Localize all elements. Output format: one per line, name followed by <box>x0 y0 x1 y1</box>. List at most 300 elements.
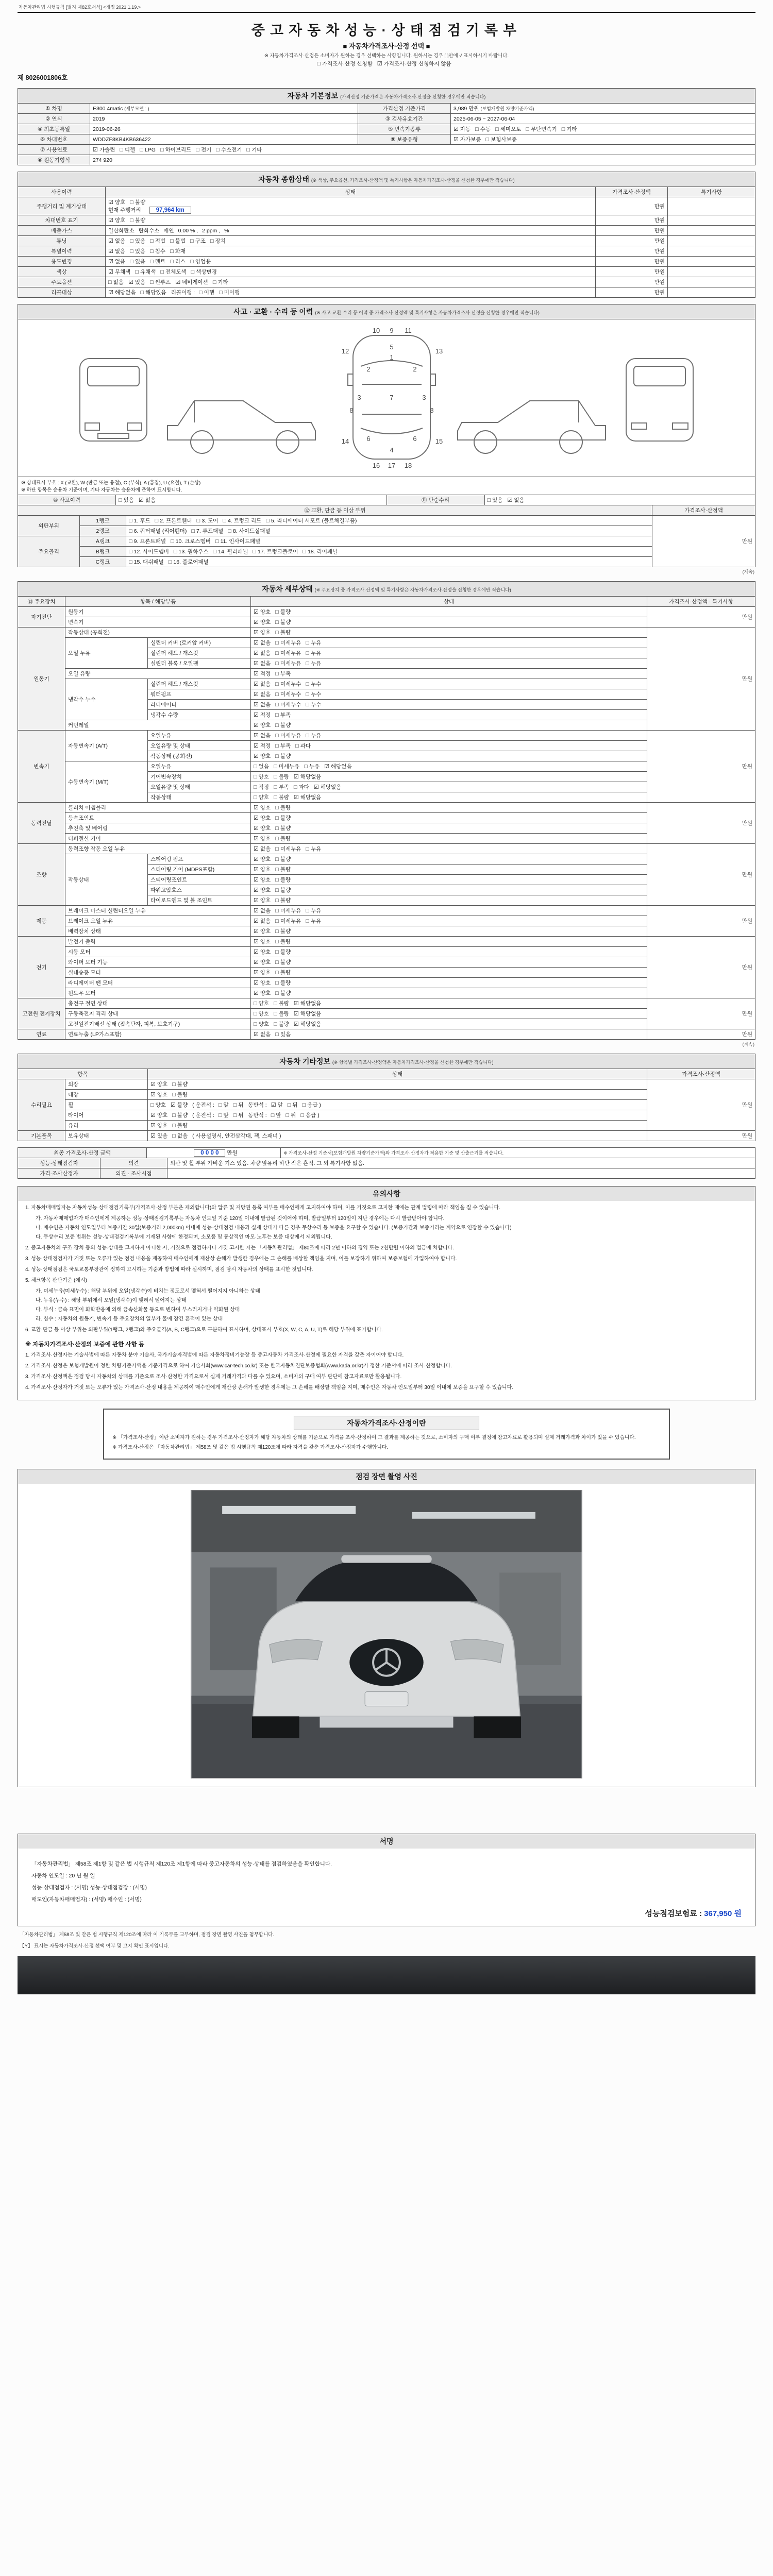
accident-history-options <box>116 495 387 505</box>
detail-title-text: 자동차 세부상태 <box>262 585 313 593</box>
checkbox-불량[interactable]: □ 불량 <box>275 990 291 996</box>
checkbox-앞[interactable]: □ 앞 <box>271 1112 281 1118</box>
checkbox-1. 후드[interactable]: □ 1. 후드 <box>129 518 150 524</box>
checkbox-양호[interactable]: ☑ 양호 <box>254 959 271 965</box>
overall-row <box>18 277 755 287</box>
checkbox-누유[interactable]: □ 누유 <box>306 733 322 739</box>
checkbox-없음[interactable]: ☑ 없음 <box>254 681 271 687</box>
detail-item-state <box>251 916 647 926</box>
checkbox-전체도색[interactable]: □ 전체도색 <box>160 269 187 275</box>
checkbox-불량[interactable]: □ 불량 <box>275 815 291 821</box>
checkbox-18. 리어패널[interactable]: □ 18. 리어패널 <box>303 549 338 555</box>
checkbox-glyph: ☑ <box>138 497 144 503</box>
detail-item-label: 윈도우 모터 <box>65 988 251 998</box>
checkbox-해당없음[interactable]: ☑ 해당없음 <box>293 1001 322 1007</box>
inspector-row-label: 의견 <box>100 1158 167 1168</box>
detail-subitem-label: 작동상태 <box>148 792 251 803</box>
checkbox-불량[interactable]: □ 불량 <box>275 949 291 955</box>
checkbox-적정[interactable]: ☑ 적정 <box>254 671 271 677</box>
detail-item-state <box>251 854 647 865</box>
checkbox-없음[interactable]: ☑ 없음 <box>254 702 271 708</box>
checkbox-없음[interactable]: ☑ 없음 <box>108 248 126 255</box>
checkbox-glyph: □ <box>273 764 277 770</box>
checkbox-glyph: ☑ <box>254 650 259 656</box>
checkbox-양호[interactable]: ☑ 양호 <box>254 825 271 832</box>
checkbox-glyph: □ <box>275 990 279 996</box>
checkbox-불량[interactable]: □ 불량 <box>273 1011 289 1017</box>
car-submodel-text: (세부모델 : ) <box>124 106 149 111</box>
signature-confirm-line: 「자동차관리법」 제58조 제1항 및 같은 법 시행규칙 제120조 제1항에 따라 중고자동차의 성능·상태를 점검하였음을 확인합니다. <box>31 1861 332 1868</box>
checkbox-과다[interactable]: □ 과다 <box>295 743 311 749</box>
checkbox-불량[interactable]: □ 불량 <box>275 887 291 893</box>
checkbox-glyph: □ <box>561 126 565 132</box>
legend-line-2: ※ 하단 항목은 승용차 기준이며, 기타 자동차는 승용차에 준하여 표시합니다. <box>21 487 182 493</box>
checkbox-세미오토[interactable]: □ 세미오토 <box>495 126 522 132</box>
checkbox-해당없음[interactable]: ☑ 해당없음 <box>324 764 352 770</box>
inspection-validity-value: 2025-06-05 ~ 2027-06-04 <box>451 114 755 124</box>
checkbox-화재[interactable]: □ 화재 <box>170 248 186 255</box>
checkbox-누유[interactable]: □ 누유 <box>306 660 322 667</box>
checkbox-앞[interactable]: □ 앞 <box>218 1112 229 1118</box>
checkbox-가솔린[interactable]: ☑ 가솔린 <box>93 147 115 153</box>
etc-item-label: 타이어 <box>65 1110 148 1121</box>
overall-price-cell: 만원 <box>595 236 667 246</box>
checkbox-적정[interactable]: ☑ 적정 <box>254 712 271 718</box>
checkbox-양호[interactable]: ☑ 양호 <box>108 199 126 206</box>
notice-item: 2. 중고자동차의 구조·장치 등의 성능·상태를 고지하지 아니한 자, 거짓으로 점검하거나 거짓 고지한 자는 「자동차관리법」 제80조에 따라 2년 이하의 징역 또는 2천만원 이하의 벌금에 처합니다. <box>25 1245 454 1251</box>
checkbox-불량[interactable]: □ 불량 <box>275 609 291 615</box>
checkbox-glyph: □ <box>275 928 279 935</box>
checkbox-불량[interactable]: □ 불량 <box>273 1021 289 1027</box>
svg-text:15: 15 <box>435 437 443 445</box>
checkbox-있음[interactable]: ☑ 있음 <box>150 1133 168 1139</box>
checkbox-양호[interactable]: ☑ 양호 <box>150 1123 168 1129</box>
checkbox-누유[interactable]: □ 누유 <box>304 764 320 770</box>
overall-item-state <box>106 277 596 287</box>
checkbox-가격조사·산정 신청함[interactable]: □ 가격조사·산정 신청함 <box>317 61 373 67</box>
first-registration-value: 2019-06-26 <box>90 124 358 134</box>
checkbox-해당없음[interactable]: ☑ 해당없음 <box>108 290 136 296</box>
checkbox-불량[interactable]: □ 불량 <box>275 939 291 945</box>
checkbox-불량[interactable]: □ 불량 <box>275 980 291 986</box>
overall-price-cell: 만원 <box>595 277 667 287</box>
checkbox-양호[interactable]: ☑ 양호 <box>254 897 271 904</box>
checkbox-불량[interactable]: □ 불량 <box>275 805 291 811</box>
checkbox-5. 라디에이터 서포트 (볼트체결부품)[interactable]: □ 5. 라디에이터 서포트 (볼트체결부품) <box>266 518 357 524</box>
checkbox-해당없음[interactable]: ☑ 해당없음 <box>293 794 322 801</box>
checkbox-누수[interactable]: □ 누수 <box>306 691 322 698</box>
overall-price-cell: 만원 <box>595 267 667 277</box>
checkbox-양호[interactable]: ☑ 양호 <box>254 980 271 986</box>
etc-note: (※ 항목별 가격조사·산정액은 자동차가격조사·산정을 신청한 경우에만 적습니다) <box>332 1060 494 1065</box>
checkbox-미세누유[interactable]: □ 미세누유 <box>275 846 301 852</box>
rank-row <box>18 547 755 557</box>
inspection-photo-strip <box>18 1956 755 1994</box>
checkbox-양호[interactable]: ☑ 양호 <box>254 970 271 976</box>
checkbox-불량[interactable]: □ 불량 <box>275 928 291 935</box>
checkbox-glyph: ☑ <box>254 660 259 667</box>
checkbox-불량[interactable]: □ 불량 <box>275 722 291 728</box>
checkbox-누유[interactable]: □ 누유 <box>306 908 322 914</box>
checkbox-양호[interactable]: ☑ 양호 <box>254 609 271 615</box>
checkbox-불량[interactable]: □ 불량 <box>273 1001 289 1007</box>
checkbox-2. 프론트휀더[interactable]: □ 2. 프론트휀더 <box>155 518 192 524</box>
checkbox-미세누유[interactable]: □ 미세누유 <box>275 908 301 914</box>
checkbox-glyph: ☑ <box>453 126 459 132</box>
overall-body <box>18 197 755 298</box>
checkbox-양호[interactable]: ☑ 양호 <box>254 753 271 759</box>
checkbox-있음[interactable]: □ 있음 <box>130 238 146 244</box>
checkbox-6. 쿼터패널 (리어휀더)[interactable]: □ 6. 쿼터패널 (리어휀더) <box>129 528 187 534</box>
etc-group-name: 수리필요 <box>18 1079 65 1131</box>
overall-note-cell <box>667 226 755 236</box>
checkbox-뒤[interactable]: □ 뒤 <box>233 1112 244 1118</box>
checkbox-미세누유[interactable]: □ 미세누유 <box>275 918 301 924</box>
checkbox-적정[interactable]: □ 적정 <box>254 784 269 790</box>
detail-item-state <box>251 875 647 885</box>
checkbox-양호[interactable]: □ 양호 <box>254 1021 269 1027</box>
detail-row <box>18 968 755 978</box>
checkbox-없음[interactable]: ☑ 없음 <box>254 733 271 739</box>
rank-name: 1랭크 <box>80 516 126 526</box>
checkbox-불량[interactable]: □ 불량 <box>275 867 291 873</box>
checkbox-해당없음[interactable]: ☑ 해당없음 <box>293 774 322 780</box>
checkbox-해당없음[interactable]: ☑ 해당없음 <box>293 1021 322 1027</box>
checkbox-3. 도어[interactable]: □ 3. 도어 <box>196 518 219 524</box>
checkbox-영업용[interactable]: □ 영업용 <box>190 259 211 265</box>
checkbox-LPG[interactable]: □ LPG <box>140 147 156 153</box>
checkbox-해당없음[interactable]: ☑ 해당없음 <box>313 784 342 790</box>
checkbox-무채색[interactable]: ☑ 무채색 <box>108 269 131 275</box>
checkbox-glyph: ☑ <box>324 764 330 770</box>
checkbox-있음[interactable]: ☑ 있음 <box>128 279 146 285</box>
checkbox-불량[interactable]: □ 불량 <box>275 959 291 965</box>
engine-type-value: 274 920 <box>90 155 755 165</box>
checkbox-양호[interactable]: ☑ 양호 <box>254 856 271 862</box>
checkbox-양호[interactable]: ☑ 양호 <box>150 1112 168 1118</box>
checkbox-양호[interactable]: ☑ 양호 <box>150 1081 168 1088</box>
checkbox-양호[interactable]: ☑ 양호 <box>254 877 271 883</box>
checkbox-glyph: □ <box>216 147 220 153</box>
checkbox-부족[interactable]: □ 부족 <box>275 712 291 718</box>
device-name: 전기 <box>18 937 65 998</box>
checkbox-glyph: ☑ <box>108 259 113 265</box>
checkbox-뒤[interactable]: □ 뒤 <box>233 1102 244 1108</box>
checkbox-불량[interactable]: □ 불량 <box>275 877 291 883</box>
detail-col-item: 항목 / 해당부품 <box>65 597 251 607</box>
checkbox-기타[interactable]: □ 기타 <box>212 279 228 285</box>
legend-line-1: ※ 상태표시 부호 : X (교환), W (판금 또는 용접), C (부식), A (흠집), U (요철), T (손상) <box>21 480 201 486</box>
final-price-table <box>18 1147 755 1158</box>
checkbox-장치[interactable]: □ 장치 <box>210 238 226 244</box>
checkbox-양호[interactable]: ☑ 양호 <box>108 217 126 224</box>
checkbox-glyph: □ <box>150 238 154 244</box>
checkbox-양호[interactable]: ☑ 양호 <box>254 990 271 996</box>
checkbox-응급 )[interactable]: □ 응급 ) <box>300 1112 320 1118</box>
checkbox-미세누유[interactable]: □ 미세누유 <box>275 650 301 656</box>
checkbox-불량[interactable]: □ 불량 <box>275 897 291 904</box>
checkbox-11. 인사이드패널[interactable]: □ 11. 인사이드패널 <box>215 538 261 545</box>
checkbox-양호[interactable]: ☑ 양호 <box>254 939 271 945</box>
checkbox-없음[interactable]: ☑ 없음 <box>254 660 271 667</box>
checkbox-구조[interactable]: □ 구조 <box>190 238 206 244</box>
checkbox-기타[interactable]: □ 기타 <box>561 126 577 132</box>
price-survey-explain-body <box>112 1434 661 1451</box>
checkbox-미세누유[interactable]: □ 미세누유 <box>275 640 301 646</box>
notice-item: 3. 가격조사·산정액은 점검 당시 자동차의 상태를 기준으로 조사·산정한 가격으로서 실제 거래가격과 다를 수 있으며, 소비자의 구매 여부 판단에 참고자료로만 활용됩니다. <box>25 1374 402 1380</box>
checkbox-없음[interactable]: ☑ 없음 <box>254 640 271 646</box>
detail-item-state <box>251 906 647 916</box>
checkbox-12. 사이드멤버[interactable]: □ 12. 사이드멤버 <box>129 549 169 555</box>
checkbox-양호[interactable]: ☑ 양호 <box>254 815 271 821</box>
checkbox-수동[interactable]: □ 수동 <box>475 126 491 132</box>
detail-price-cell: 만원 <box>647 607 755 628</box>
detail-item-label: 연료누출 (LP가스포함) <box>65 1029 251 1040</box>
checkbox-glyph: □ <box>306 702 310 708</box>
checkbox-없음[interactable]: ☑ 없음 <box>254 650 271 656</box>
checkbox-해당있음[interactable]: □ 해당있음 <box>140 290 166 296</box>
detail-item-state <box>251 689 647 700</box>
checkbox-양호[interactable]: ☑ 양호 <box>254 619 271 625</box>
checkbox-불량[interactable]: □ 불량 <box>275 630 291 636</box>
checkbox-불량[interactable]: □ 불량 <box>275 825 291 832</box>
checkbox-불법[interactable]: □ 불법 <box>170 238 186 244</box>
checkbox-부족[interactable]: □ 부족 <box>273 784 289 790</box>
checkbox-미세누수[interactable]: □ 미세누수 <box>275 702 301 708</box>
checkbox-불량[interactable]: □ 불량 <box>172 1092 188 1098</box>
checkbox-불량[interactable]: □ 불량 <box>130 199 146 206</box>
rank-price-cell: 만원 <box>652 516 755 567</box>
checkbox-누수[interactable]: □ 누수 <box>306 681 322 687</box>
checkbox-불량[interactable]: □ 불량 <box>275 856 291 862</box>
footer-note-1: 「자동차관리법」 제58조 및 같은 법 시행규칙 제120조에 따라 이 기록부를 교부하며, 점검 장면 촬영 사진을 첨부합니다. <box>20 1932 275 1938</box>
checkbox-불량[interactable]: □ 불량 <box>130 217 146 224</box>
checkbox-수소전기[interactable]: □ 수소전기 <box>216 147 242 153</box>
checkbox-양호[interactable]: □ 양호 <box>254 794 269 801</box>
checkbox-7. 루프패널[interactable]: □ 7. 루프패널 <box>191 528 224 534</box>
overall-col-item: 사용이력 <box>18 187 106 197</box>
detail-price-cell: 만원 <box>647 998 755 1029</box>
continue-marker-2: (계속) <box>742 1042 754 1047</box>
checkbox-앞[interactable]: □ 앞 <box>218 1102 229 1108</box>
checkbox-glyph: ☑ <box>254 990 259 996</box>
checkbox-유채색[interactable]: □ 유채색 <box>135 269 156 275</box>
detail-subitem-label: 스티어링조인트 <box>148 875 251 885</box>
checkbox-없음[interactable]: ☑ 없음 <box>254 846 271 852</box>
checkbox-기타[interactable]: □ 기타 <box>246 147 262 153</box>
detail-subitem-label: 작동상태 (공회전) <box>148 751 251 761</box>
checkbox-양호[interactable]: ☑ 양호 <box>254 887 271 893</box>
checkbox-하이브리드[interactable]: □ 하이브리드 <box>160 147 192 153</box>
detail-subitem-label: 오일누유 <box>148 731 251 741</box>
checkbox-양호[interactable]: ☑ 양호 <box>254 722 271 728</box>
overall-note-cell <box>667 267 755 277</box>
checkbox-누유[interactable]: □ 누유 <box>306 640 322 646</box>
checkbox-glyph: □ <box>215 538 219 545</box>
checkbox-없음[interactable]: ☑ 없음 <box>254 918 271 924</box>
checkbox-양호[interactable]: □ 양호 <box>150 1102 166 1108</box>
detail-row <box>18 937 755 947</box>
checkbox-glyph: □ <box>273 1011 277 1017</box>
etc-body <box>18 1079 755 1141</box>
checkbox-전기[interactable]: □ 전기 <box>196 147 212 153</box>
engine-type-label: ⑧ 원동기형식 <box>18 155 90 165</box>
checkbox-glyph: □ <box>212 279 216 285</box>
checkbox-부족[interactable]: □ 부족 <box>275 743 291 749</box>
checkbox-응급 )[interactable]: □ 응급 ) <box>302 1102 321 1108</box>
checkbox-없음[interactable]: □ 없음 <box>108 279 124 285</box>
checkbox-양호[interactable]: □ 양호 <box>254 1001 269 1007</box>
checkbox-있음[interactable]: □ 있음 <box>487 497 503 503</box>
checkbox-17. 트렁크플로어[interactable]: □ 17. 트렁크플로어 <box>253 549 298 555</box>
checkbox-누유[interactable]: □ 누유 <box>306 846 322 852</box>
checkbox-glyph: ☑ <box>93 147 98 153</box>
state-text: 2 ppm , <box>202 228 221 234</box>
checkbox-없음[interactable]: □ 없음 <box>254 764 269 770</box>
checkbox-해당없음[interactable]: ☑ 해당없음 <box>293 1011 322 1017</box>
checkbox-자동[interactable]: ☑ 자동 <box>453 126 471 132</box>
checkbox-양호[interactable]: ☑ 양호 <box>254 949 271 955</box>
checkbox-양호[interactable]: ☑ 양호 <box>254 928 271 935</box>
checkbox-불량[interactable]: □ 불량 <box>172 1123 188 1129</box>
checkbox-미이행[interactable]: □ 미이행 <box>219 290 240 296</box>
checkbox-누유[interactable]: □ 누유 <box>306 650 322 656</box>
svg-text:5: 5 <box>390 343 394 351</box>
state-text: 탄화수소 <box>138 228 160 234</box>
checkbox-10. 크로스멤버[interactable]: □ 10. 크로스멤버 <box>171 538 211 545</box>
checkbox-누수[interactable]: □ 누수 <box>306 702 322 708</box>
checkbox-양호[interactable]: ☑ 양호 <box>254 630 271 636</box>
checkbox-glyph: □ <box>170 259 174 265</box>
checkbox-양호[interactable]: ☑ 양호 <box>254 836 271 842</box>
checkbox-미세누유[interactable]: □ 미세누유 <box>275 733 301 739</box>
checkbox-없음[interactable]: ☑ 없음 <box>138 497 156 503</box>
svg-text:7: 7 <box>390 394 394 401</box>
checkbox-미세누수[interactable]: □ 미세누수 <box>275 691 301 698</box>
checkbox-glyph: □ <box>304 764 308 770</box>
checkbox-네비게이션[interactable]: ☑ 네비게이션 <box>175 279 208 285</box>
checkbox-9. 프론트패널[interactable]: □ 9. 프론트패널 <box>129 538 166 545</box>
checkbox-있음[interactable]: □ 있음 <box>130 259 146 265</box>
checkbox-양호[interactable]: ☑ 양호 <box>150 1092 168 1098</box>
checkbox-있음[interactable]: □ 있음 <box>130 248 146 255</box>
checkbox-glyph: □ <box>495 126 499 132</box>
checkbox-적정[interactable]: ☑ 적정 <box>254 743 271 749</box>
overall-row <box>18 215 755 226</box>
checkbox-불량[interactable]: □ 불량 <box>275 836 291 842</box>
checkbox-불량[interactable]: □ 불량 <box>275 753 291 759</box>
etc-item-label: 휠 <box>65 1100 148 1110</box>
overall-price-cell: 만원 <box>595 257 667 267</box>
checkbox-적법[interactable]: □ 적법 <box>150 238 166 244</box>
checkbox-뒤[interactable]: □ 뒤 <box>287 1102 298 1108</box>
photo-section <box>18 1469 755 1787</box>
checkbox-뒤[interactable]: □ 뒤 <box>285 1112 296 1118</box>
detail-row <box>18 823 755 834</box>
checkbox-부족[interactable]: □ 부족 <box>275 671 291 677</box>
overall-row <box>18 257 755 267</box>
checkbox-glyph: ☑ <box>313 784 319 790</box>
checkbox-8. 사이드실패널[interactable]: □ 8. 사이드실패널 <box>228 528 271 534</box>
checkbox-glyph: ☑ <box>254 815 259 821</box>
checkbox-불량[interactable]: □ 불량 <box>273 794 289 801</box>
checkbox-앞[interactable]: ☑ 앞 <box>271 1102 283 1108</box>
checkbox-불량[interactable]: □ 불량 <box>172 1081 188 1088</box>
checkbox-침수[interactable]: □ 침수 <box>150 248 166 255</box>
checkbox-과다[interactable]: □ 과다 <box>293 784 309 790</box>
checkbox-4. 트렁크 리드[interactable]: □ 4. 트렁크 리드 <box>223 518 262 524</box>
checkbox-14. 필러패널[interactable]: □ 14. 필러패널 <box>213 549 248 555</box>
checkbox-없음[interactable]: ☑ 없음 <box>507 497 525 503</box>
checkbox-보험사보증[interactable]: □ 보험사보증 <box>485 137 517 143</box>
checkbox-없음[interactable]: ☑ 없음 <box>254 691 271 698</box>
checkbox-썬루프[interactable]: □ 썬루프 <box>150 279 171 285</box>
checkbox-불량[interactable]: □ 불량 <box>273 774 289 780</box>
checkbox-불량[interactable]: ☑ 불량 <box>170 1102 188 1108</box>
final-price-number: 0 0 0 0 <box>194 1149 225 1157</box>
rank-name: 2랭크 <box>80 526 126 536</box>
checkbox-glyph: ☑ <box>293 1011 299 1017</box>
checkbox-가격조사·산정 신청하지 않음[interactable]: ☑ 가격조사·산정 신청하지 않음 <box>377 61 451 67</box>
checkbox-glyph: □ <box>119 497 122 503</box>
checkbox-양호[interactable]: □ 양호 <box>254 1011 269 1017</box>
checkbox-glyph: □ <box>199 290 203 296</box>
checkbox-미세누유[interactable]: □ 미세누유 <box>275 660 301 667</box>
checkbox-미세누수[interactable]: □ 미세누수 <box>275 681 301 687</box>
checkbox-있음[interactable]: □ 있음 <box>119 497 134 503</box>
checkbox-13. 휠하우스[interactable]: □ 13. 휠하우스 <box>173 549 209 555</box>
checkbox-glyph: □ <box>171 538 174 545</box>
detail-item-state <box>251 638 647 648</box>
checkbox-glyph: □ <box>275 836 279 842</box>
fuel-options <box>90 145 755 155</box>
checkbox-미세누유[interactable]: □ 미세누유 <box>273 764 300 770</box>
checkbox-glyph: □ <box>191 528 195 534</box>
checkbox-양호[interactable]: ☑ 양호 <box>254 867 271 873</box>
overall-note-cell <box>667 246 755 257</box>
checkbox-glyph: ☑ <box>254 980 259 986</box>
checkbox-이행[interactable]: □ 이행 <box>199 290 215 296</box>
checkbox-양호[interactable]: ☑ 양호 <box>254 805 271 811</box>
checkbox-양호[interactable]: □ 양호 <box>254 774 269 780</box>
svg-text:17: 17 <box>388 462 396 469</box>
overall-item-state <box>106 197 596 215</box>
checkbox-무단변속기[interactable]: □ 무단변속기 <box>526 126 557 132</box>
checkbox-glyph: ☑ <box>254 959 259 965</box>
checkbox-없음[interactable]: ☑ 없음 <box>254 908 271 914</box>
checkbox-없음[interactable]: □ 없음 <box>172 1133 188 1139</box>
checkbox-불량[interactable]: □ 불량 <box>172 1112 188 1118</box>
checkbox-없음[interactable]: ☑ 없음 <box>108 259 126 265</box>
checkbox-glyph: □ <box>129 549 132 555</box>
checkbox-있음[interactable]: □ 있음 <box>275 1031 291 1038</box>
checkbox-없음[interactable]: ☑ 없음 <box>108 238 126 244</box>
checkbox-자가보증[interactable]: ☑ 자가보증 <box>453 137 481 143</box>
checkbox-색상변경[interactable]: □ 색상변경 <box>191 269 217 275</box>
checkbox-불량[interactable]: □ 불량 <box>275 970 291 976</box>
checkbox-리스[interactable]: □ 리스 <box>170 259 186 265</box>
overall-item-label: 차대번호 표기 <box>18 215 106 226</box>
checkbox-15. 대쉬패널[interactable]: □ 15. 대쉬패널 <box>129 559 164 565</box>
checkbox-glyph: □ <box>275 846 279 852</box>
checkbox-16. 플로어패널[interactable]: □ 16. 플로어패널 <box>168 559 209 565</box>
checkbox-렌트[interactable]: □ 렌트 <box>150 259 166 265</box>
checkbox-누유[interactable]: □ 누유 <box>306 918 322 924</box>
checkbox-없음[interactable]: ☑ 없음 <box>254 1031 271 1038</box>
checkbox-glyph: ☑ <box>254 970 259 976</box>
checkbox-디젤[interactable]: □ 디젤 <box>120 147 136 153</box>
checkbox-불량[interactable]: □ 불량 <box>275 619 291 625</box>
